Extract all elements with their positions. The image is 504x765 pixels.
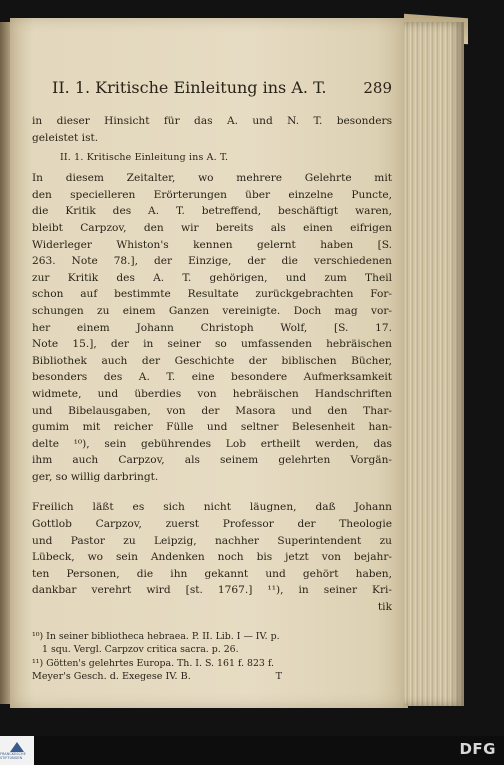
library-logo-icon (10, 742, 24, 752)
text-line: 263. Note 78.], der Einzige, der die verschiedenen (32, 255, 392, 268)
signature-text: Meyer's Gesch. d. Exegese IV. B. (32, 671, 191, 683)
text-line: schungen zu einem Ganzen vereinigte. Doch mag vor- (32, 304, 392, 317)
text-line: und Bibelausgaben, von der Masora und den Thar- (32, 404, 392, 417)
text-line: ihm auch Carpzov, als seinem gelehrten Vorgän- (32, 454, 392, 467)
signature-mark: T (275, 671, 282, 683)
text-line: ten Personen, die ihn gekannt und gehört haben, (32, 567, 392, 580)
text-line: Lübeck, wo sein Andenken noch bis jetzt von bejahr- (32, 551, 392, 564)
text-line: zur Kritik des A. T. gehörigen, und zum Theil (32, 271, 392, 284)
page-number: 289 (363, 79, 392, 97)
footnote: ¹¹) Götten's gelehrtes Europa. Th. I. S. 161 f. 823 f. (32, 657, 274, 669)
text-line: ger, so willig darbringt. (32, 470, 159, 483)
text-line: und Pastor zu Leipzig, nachher Superintendent zu (32, 534, 392, 547)
text-line: Bibliothek auch der Geschichte der biblischen Bücher, (32, 354, 392, 367)
text-line: dankbar verehrt wird [st. 1767.] ¹¹), in seiner Kri- (32, 584, 392, 597)
footnote: ¹⁰) In seiner bibliotheca hebraea. P. II. Lib. I — IV. p. (32, 630, 280, 642)
paragraph-1 (32, 170, 392, 485)
running-head (52, 78, 392, 97)
text-line: Freilich läßt es sich nicht läugnen, daß Johann (32, 501, 392, 514)
text-line: den specielleren Erörterungen über einzelne Puncte, (32, 188, 392, 201)
paragraph-2 (32, 499, 392, 615)
text-line: Note 15.], der in seiner so umfassenden hebräischen (32, 338, 392, 351)
text-line: her einem Johann Christoph Wolf, [S. 17. (32, 321, 392, 334)
library-logo[interactable] (0, 736, 34, 765)
section-heading: II. 1. Kritische Einleitung ins A. T. (60, 152, 229, 164)
text-line: geleistet ist. (32, 131, 99, 144)
signature-line (32, 670, 392, 684)
footnote: 1 squ. Vergl. Carpzov critica sacra. p. 26. (42, 644, 239, 656)
text-line: In diesem Zeitalter, wo mehrere Gelehrte mit (32, 172, 392, 185)
text-line: bleibt Carpzov, den wir bereits als einen eifrigen (32, 221, 392, 234)
dfg-logo[interactable]: DFG (459, 740, 496, 758)
footnotes (32, 630, 392, 671)
text-line: Gottlob Carpzov, zuerst Professor der Theologie (32, 518, 392, 531)
text-line: schon auf bestimmte Resultate zurückgebrachten For- (32, 288, 392, 301)
text-line: delte ¹⁰), sein gebührendes Lob ertheilt werden, das (32, 437, 392, 450)
page-stack-edge (404, 22, 464, 706)
text-line: widmete, und überdies von hebräischen Handschriften (32, 387, 392, 400)
text-line: die Kritik des A. T. betreffend, beschäftigt waren, (32, 205, 392, 218)
text-line: besonders des A. T. eine besondere Aufmerksamkeit (32, 371, 392, 384)
page-text (32, 78, 392, 684)
viewer-footer (0, 736, 504, 765)
running-head-title: II. 1. Kritische Einleitung ins A. T. (52, 78, 327, 97)
text-line: Widerleger Whiston's kennen gelernt haben [S. (32, 238, 392, 251)
text-line: gumim mit reicher Fülle und seltner Belesenheit han- (32, 421, 392, 434)
text-line: in dieser Hinsicht für das A. und N. T. besonders (32, 115, 392, 127)
catchword: tik (377, 601, 392, 614)
library-logo-text: FRANCKESCHE STIFTUNGEN (0, 751, 26, 760)
